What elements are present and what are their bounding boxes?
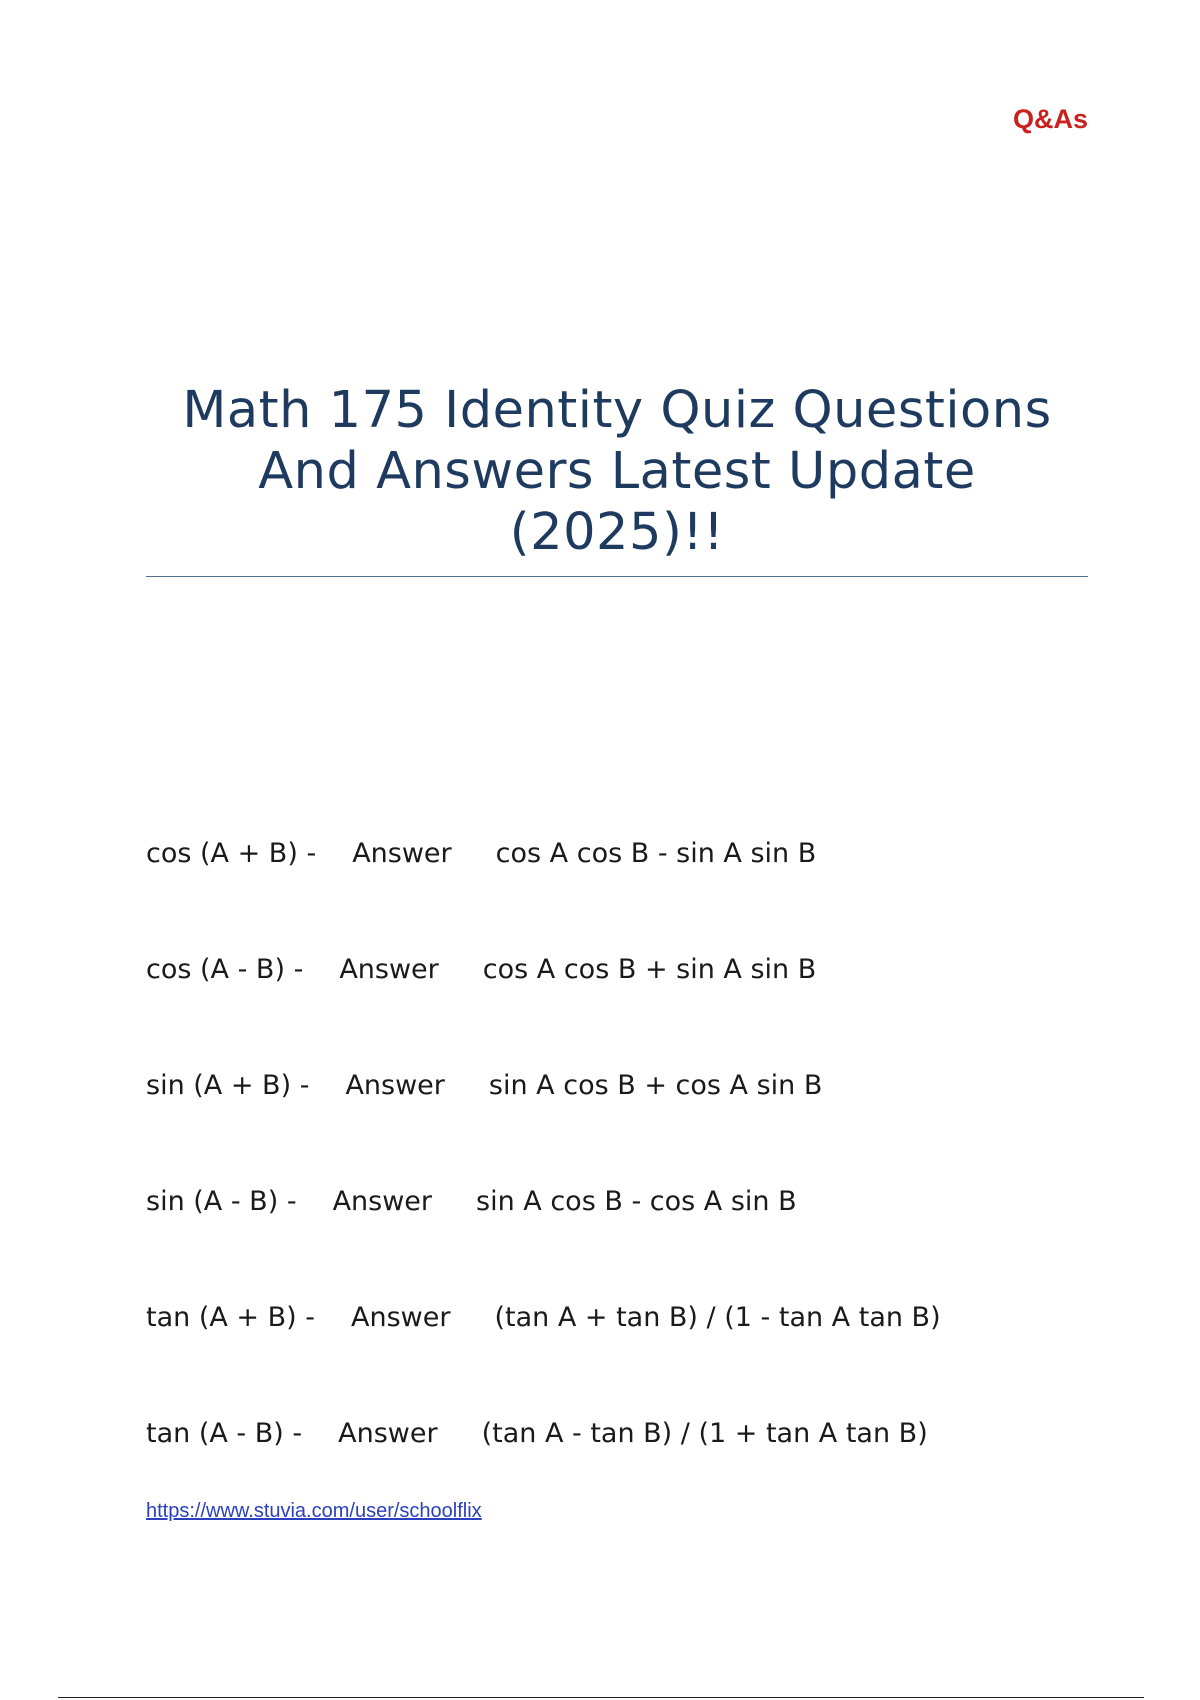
qa-item [146, 1180, 1088, 1296]
qa-header-tag: Q&As [1012, 104, 1088, 134]
question-text: cos (A + B) - [146, 838, 316, 869]
answer-text: (tan A + tan B) / (1 - tan A tan B) [494, 1302, 941, 1333]
qa-item [146, 1296, 1088, 1412]
answer-label: Answer [332, 1186, 433, 1217]
question-text: cos (A - B) - [146, 954, 303, 985]
answer-text: sin A cos B + cos A sin B [488, 1070, 823, 1101]
question-text: sin (A + B) - [146, 1070, 309, 1101]
question-text: sin (A - B) - [146, 1186, 297, 1217]
answer-label: Answer [338, 1418, 438, 1449]
question-text: tan (A + B) - [146, 1302, 315, 1333]
qa-item [146, 832, 1088, 948]
qa-item [146, 1064, 1088, 1180]
answer-label: Answer [351, 1302, 451, 1333]
footer-divider [58, 1697, 1144, 1698]
answer-text: cos A cos B - sin A sin B [495, 838, 817, 869]
document-title: Math 175 Identity Quiz Questions And Answers Latest Update (2025)!! [182, 381, 1052, 562]
answer-label: Answer [339, 954, 439, 985]
qa-list [146, 832, 1088, 1528]
source-link[interactable]: https://www.stuvia.com/user/schoolflix [146, 1500, 482, 1522]
title-divider [146, 576, 1088, 577]
answer-label: Answer [352, 838, 452, 869]
answer-text: sin A cos B - cos A sin B [476, 1186, 797, 1217]
answer-text: cos A cos B + sin A sin B [482, 954, 817, 985]
answer-label: Answer [345, 1070, 445, 1101]
answer-text: (tan A - tan B) / (1 + tan A tan B) [481, 1418, 928, 1449]
question-text: tan (A - B) - [146, 1418, 302, 1449]
qa-item [146, 948, 1088, 1064]
